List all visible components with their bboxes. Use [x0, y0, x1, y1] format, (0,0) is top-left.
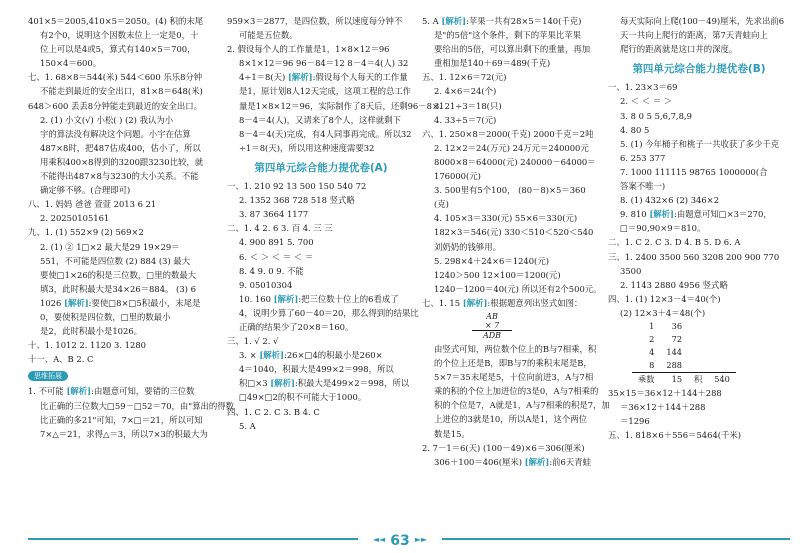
- answer-line: 306＋100＝406(厘米) [解析]:前6天青蛙: [434, 456, 591, 467]
- answer-column-3: [422, 14, 610, 469]
- answer-line: 比正确的多21"可知，7×□＝21，所以可知: [40, 414, 203, 425]
- multiplication-table: [632, 320, 736, 386]
- answer-line: 176000(元): [434, 171, 481, 182]
- answer-line: 4. 80 5: [620, 124, 650, 135]
- answer-line: ＝36×12＋144＋288: [620, 402, 706, 413]
- answer-line: 3. 87 3664 1177: [239, 209, 309, 220]
- answer-line: 九、1. (1) 552×9 (2) 569×2: [28, 227, 144, 238]
- answer-line: 七、1. 15 [解析]:根据题意列出竖式如图：: [422, 297, 583, 308]
- answer-line: 7×△＝21，求得△＝3，所以7×3的积最大为: [40, 428, 208, 439]
- answer-line: 8. (1) 432×6 (2) 346×2: [620, 195, 720, 206]
- answer-line: (克): [434, 199, 449, 210]
- answer-line: 数是15。: [434, 428, 470, 439]
- table-cell: 540: [714, 373, 730, 384]
- vertical-multiplication: [472, 312, 512, 340]
- answer-line: 宇的算法没有解决这个问题。小宇在估算: [40, 128, 191, 139]
- table-cell: 积: [694, 373, 703, 384]
- table-row: [632, 359, 736, 373]
- table-cell: 1: [649, 320, 655, 331]
- answer-line: 8×1×12＝96 96－84＝12 8－4＝4(人) 32: [239, 58, 409, 69]
- answer-line: 2. 假设每个人的工作量是1，1×8×12＝96: [227, 44, 390, 55]
- answer-line: 8000×8＝64000(元) 240000－64000＝: [434, 156, 596, 167]
- section-title: 第四单元综合能力提优卷(B): [632, 63, 766, 76]
- answer-line: 三、1. 2400 3500 560 3208 200 900 770: [608, 251, 780, 262]
- section-badge: 思维拓展: [28, 371, 68, 381]
- next-page-icon[interactable]: ►►: [414, 535, 428, 544]
- answer-line: 5. 298×4＋24×6＝1240(元): [434, 255, 549, 266]
- table-cell: 2: [649, 333, 655, 344]
- answer-line: 正确的结果少了20×8＝160。: [239, 321, 354, 332]
- answer-line: 乘的积的个位上加进位的3是0，A与7相乘的: [434, 386, 599, 397]
- answer-line: 爬行的距离就是这口井的深度。: [620, 44, 738, 55]
- answer-line: 2. 1143 2880 4956 竖式略: [620, 279, 728, 290]
- answer-line: 每天实际向上爬(100－49)厘米，先求出前6: [620, 16, 785, 26]
- answer-line: 0，要使积是四位数，□里的数最小: [40, 311, 171, 322]
- answer-line: 5×7＝35末尾是5，十位向前进3，A与7相: [434, 372, 594, 383]
- answer-line: 5. A [解析]:苹果一共有28×5＝140(千克): [422, 16, 582, 26]
- answer-line: 4. 33÷5＝7(元): [434, 114, 497, 125]
- answer-line: 一、1. 210 92 13 500 150 540 72: [227, 181, 367, 192]
- answer-line: 不能走到最近的安全出口，81×8＝648(米): [40, 86, 203, 97]
- answer-line: 五、1. 12×6＝72(元): [422, 72, 507, 83]
- answer-line: 487×8时，把487估成400，估小了，所以: [40, 142, 201, 153]
- answer-line: 2. (1) ② 1□×2 最大是29 19×29＝: [40, 241, 180, 252]
- answer-line: 比正确的三位数大□59－□52＝70，由"算出的得数: [40, 400, 235, 411]
- section-title: 第四单元综合能力提优卷(A): [254, 161, 388, 174]
- answer-line: 可能是五位数。: [239, 30, 298, 41]
- prev-page-icon[interactable]: ◄◄: [372, 535, 386, 544]
- table-cell: 72: [671, 333, 683, 344]
- answer-line: 3500: [620, 265, 642, 276]
- table-row: [632, 346, 736, 359]
- answer-line: 天一共向上爬行的距离，第7天青蛙向上: [620, 30, 768, 41]
- answer-line: 10. 160 [解析]:把三位数十位上的6看成了: [239, 293, 399, 304]
- answer-line: 959×3＝2877，是四位数，所以速度每分钟不: [227, 16, 403, 26]
- answer-line: 3. × [解析]:26×□4的积最小是260×: [239, 350, 383, 361]
- answer-line: 2. 4×6＝24(个): [434, 86, 497, 97]
- answer-column-2: [227, 14, 445, 433]
- answer-line: 1240＞500 12×100＝1200(元): [434, 269, 561, 280]
- page-number: 63: [390, 533, 410, 549]
- mult-product: ADB: [472, 330, 512, 340]
- answer-line: 是"的5倍"这个条件，剩下的苹果比苹果: [434, 30, 582, 41]
- answer-line: 5. A: [239, 420, 256, 431]
- answer-line: 4÷1＝8(天) [解析]:假设每个人每天的工作量: [239, 72, 408, 83]
- answer-line: 二、1. C 2. C 3. D 4. B 5. D 6. A: [608, 237, 741, 248]
- answer-line: 1. 不可能 [解析]:由题意可知，要错的三位数: [28, 386, 195, 397]
- answer-line: 的个位上还是B，即B与7的乘积末尾是B，: [434, 358, 592, 369]
- answer-line: 要使□1×26的积是三位数，□里的数最大: [40, 269, 197, 280]
- answer-line: 4＝1040，积最大是499×2＝998，所以: [239, 364, 394, 375]
- answer-line: 4. 900 891 5. 700: [239, 237, 314, 248]
- answer-line: 7. 1000 111115 98765 1000000(合: [620, 166, 768, 177]
- answer-line: 四、1. (1) 12×3－4＝40(个): [608, 293, 721, 304]
- answer-line: 1240－1200＝40(元) 所以还有2个500元。: [434, 283, 602, 294]
- table-cell: 288: [666, 359, 683, 370]
- answer-line: 3. 21÷3＝18(只): [434, 100, 502, 111]
- answer-line: 要给出的5倍，可以算出剩下的重量，再加: [434, 44, 591, 55]
- answer-line: 9. 05010304: [239, 279, 293, 290]
- answer-line: 4，说明少算了60－40＝20，那么得到的结果比: [239, 307, 419, 318]
- answer-line: 二、1. 4 2. 6 3. 百 4. 三 三: [227, 223, 333, 234]
- answer-line: 8－4＝4(人)，又请来了8个人，这样就剩下: [239, 114, 401, 125]
- answer-line: 积的个位是7，A就是1，A与7相乘的积是7，加: [434, 400, 610, 411]
- answer-line: 9. 810 [解析]:由题意可知□×3＝270，: [620, 209, 772, 220]
- mult-top: AB: [486, 311, 498, 321]
- answer-line: 2. ＜ ＜ ＝ ＞: [620, 96, 673, 107]
- answer-line: 不能得出487×8与3230的大小关系。不能: [40, 171, 199, 182]
- answer-line: 401×5＝2005,410×5＝2050。(4) 积的末尾: [28, 16, 204, 26]
- answer-line: 六、1. 250×8＝2000(千克) 2000千克＝2吨: [422, 128, 594, 139]
- answer-line: 182×3＝546(元) 330＜510＜520＜540: [434, 227, 594, 238]
- answer-line: 3. 8 0 5 5,6,7,8,9: [620, 110, 692, 121]
- table-cell: 4: [649, 346, 655, 357]
- answer-line: 七、1. 68×8＝544(米) 544＜600 乐乐8分钟: [28, 72, 203, 83]
- mult-multiplier: × 7: [484, 320, 500, 330]
- answer-line: 8. 4 9. 0 9. 不能: [239, 265, 304, 276]
- answer-line: 十、1. 1012 2. 1120 3. 1280: [28, 340, 146, 351]
- answer-line: 5. (1) 今年桶子和桃子一共收获了多少千克: [620, 138, 780, 149]
- table-cell: 8: [649, 359, 655, 370]
- answer-line: 6. ＜ ＞ ＜ ＝ ＜ ＝: [239, 251, 314, 262]
- answer-line: 150×4＝600。: [40, 58, 102, 69]
- answer-line: 是1，原计划8人12天完成，这项工程的总工作: [239, 86, 412, 97]
- answer-line: 3. 500里有5个100， (80－8)×5＝360: [434, 185, 586, 196]
- answer-line: 4. 105×3＝330(元) 55×6＝330(元): [434, 213, 578, 224]
- answer-line: 35×15＝36×12＋144＋288: [608, 387, 722, 398]
- answer-line: 答案不唯一): [620, 181, 666, 192]
- answer-line: 8－4＝4(天)完成，有4人同事再完成。所以32: [239, 128, 412, 139]
- answer-line: 确定够不够。(合理即可): [40, 185, 131, 196]
- answer-line: 十一、A、B 2. C: [28, 354, 94, 365]
- answer-line: 五、1. 818×6＋556＝5464(千米): [608, 430, 742, 441]
- table-row: [632, 320, 736, 333]
- answer-column-1: [28, 14, 235, 441]
- answer-line: 1026 [解析]:要使□8×□5积最小，末尾是: [40, 297, 201, 308]
- answer-line: 2. 7－1＝6(天) (100－49)×6＝306(厘米): [422, 442, 585, 453]
- table-row: [632, 333, 736, 346]
- table-cell: 15: [671, 373, 683, 384]
- answer-line: 用乘积400×8得到的3200跟3230比较，就: [40, 156, 204, 167]
- answer-line: 四、1. C 2. C 3. B 4. C: [227, 406, 320, 417]
- answer-line: 2. 1352 368 728 518 竖式略: [239, 195, 355, 206]
- table-cell: 144: [666, 346, 683, 357]
- answer-line: 由竖式可知，两位数个位上的B与7相乘，积: [434, 343, 597, 354]
- answer-line: ＝1296: [620, 416, 650, 427]
- answer-column-4: [608, 14, 790, 442]
- answer-line: 6. 253 377: [620, 152, 666, 163]
- answer-line: 有2个0，说明这个因数末位上一定是0，十: [40, 30, 199, 41]
- answer-line: 八、1. 妈妈 爸爸 萱萱 2013 6 21: [28, 199, 157, 210]
- table-cell: 乘数: [638, 373, 655, 384]
- answer-line: 位上可以是4或5，算式有140×5＝700，: [40, 44, 196, 55]
- answer-line: 2. (1) 小文(√) 小松( ) (2) 我认为小: [40, 114, 174, 125]
- answer-line: 一、1. 23×3＝69: [608, 82, 678, 93]
- answer-line: 填3，此时积最大是34×26＝884。 (3) 6: [40, 283, 196, 294]
- answer-line: 重相加是140＋69＝489(千克): [434, 58, 551, 69]
- answer-line: ÷1＝8(天)，所以用这种速度需要32: [239, 142, 375, 153]
- answer-line: 积□×3 [解析]:积最大是499×2＝998，所以: [239, 378, 410, 389]
- answer-line: □＝90,90×9＝810。: [620, 223, 706, 234]
- answer-line: (2) 12×3＋4＝48(个): [620, 307, 706, 318]
- answer-line: 648＞600 丢丢8分钟能走到最近的安全出口。: [28, 100, 202, 111]
- table-cell: 36: [671, 320, 683, 331]
- answer-line: □49×□2的积不可能大于1000。: [239, 392, 367, 403]
- page-footer: [0, 530, 800, 548]
- answer-line: 刘奶奶的钱够用。: [434, 241, 501, 252]
- table-row: [632, 372, 736, 386]
- answer-line: 量是1×8×12＝96，实际制作了8天后，还剩96－8×1: [239, 100, 445, 111]
- answer-line: 是2，此时积最小是1026。: [40, 326, 143, 337]
- answer-line: 三、1. √ 2. √: [227, 336, 279, 347]
- answer-line: 551，不可能是四位数 (2) 884 (3) 最大: [40, 255, 191, 266]
- answer-line: 上进位的3就是10，所以A是1，这个两位: [434, 414, 587, 425]
- answer-line: 2. 12×2＝24(万元) 24万元＝240000元: [434, 142, 589, 153]
- answer-line: 2. 20250105161: [40, 213, 110, 224]
